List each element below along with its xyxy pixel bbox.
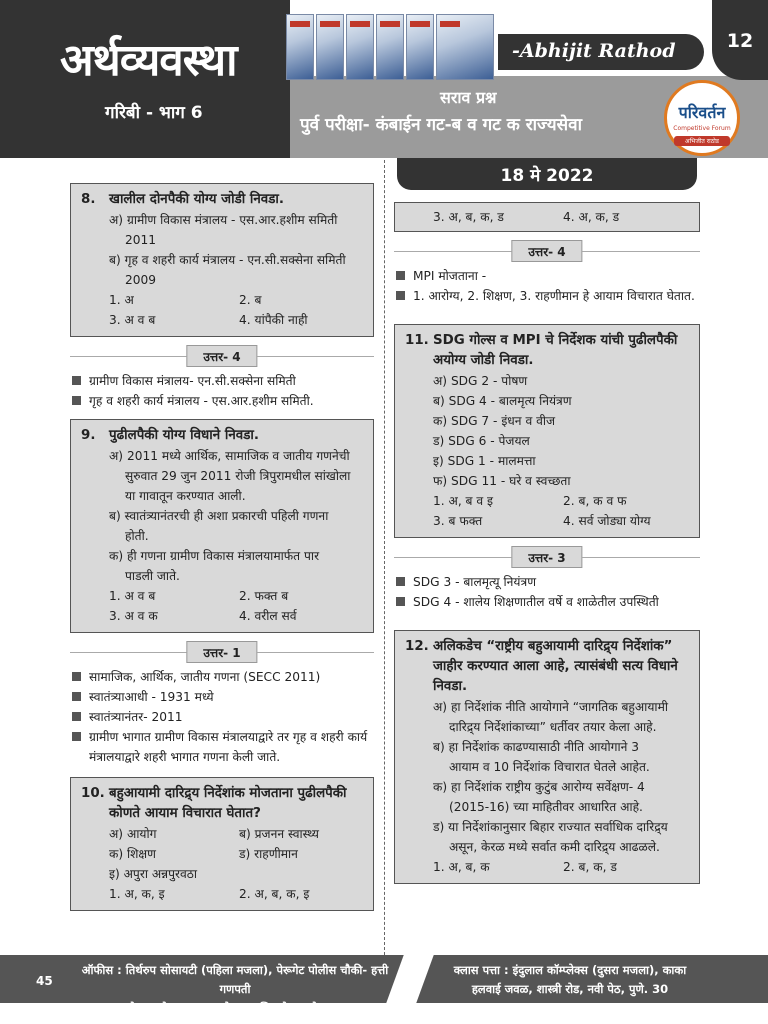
choice: 2. अ, ब, क, इ [239,887,310,901]
bullet-icon [396,597,405,606]
question-text: बहुआयामी दारिद्र्य निर्देशांक मोजताना पुढीलपैकी कोणते आयाम विचारात घेतात? [109,786,347,821]
note: ग्रामीण भागात ग्रामीण विकास मंत्रालयाद्वारे तर गृह व शहरी कार्य मंत्रालयाद्वारे शहरी भागात गणना केली जाते. [89,730,368,764]
note: 1. आरोग्य, 2. शिक्षण, 3. राहणीमान हे आयाम विचारात घेतात. [413,289,695,303]
page-header [0,0,768,158]
note: MPI मोजताना - [413,269,487,283]
footer-page-number: 45 [36,974,53,988]
note: SDG 3 - बालमृत्यू नियंत्रण [413,575,537,589]
bullet-icon [72,396,81,405]
choice: 2. ब [239,293,262,307]
option: क) SDG 7 - इंधन व वीज [433,414,556,428]
choice: 3. अ, ब, क, ड [433,210,504,224]
right-column [394,202,700,884]
note: स्वातंत्र्याआधी - 1931 मध्ये [89,690,214,704]
option: ब) SDG 4 - बालमृत्य नियंत्रण [433,394,572,408]
footer-separator [386,955,433,1003]
option: ड) राहणीमान [239,847,298,861]
option: इ) अपुरा अन्नपुरवठा [109,867,198,881]
bullet-icon [396,271,405,280]
option: अ) आयोग [109,827,157,841]
page-footer [0,955,768,1015]
choice: 1. अ व ब [109,589,156,603]
bullet-icon [72,376,81,385]
question-10-continued [394,202,700,232]
option: अ) ग्रामीण विकास मंत्रालय - एस.आर.हशीम समिती [109,213,338,227]
question-11: 11. SDG गोल्स व MPI चे निर्देशक यांची पुढीलपैकी अयोग्य जोडी निवडा. अ) SDG 2 - पोषण ब) SDG 4 - बालमृत्य नियंत्रण क) SDG 7 - इंधन व वीज ड) SDG 6 - पेजयल इ) SDG 1 - मालमत्ता फ) SDG 11 - घरे व स्वच्छता 1. अ, ब व इ 2. ब, क व फ 3. ब फक्त 4. सर्व जोड्या योग्य [394,324,700,538]
choice: 3. अ व ब [109,313,156,327]
option: अ) SDG 2 - पोषण [433,374,528,388]
option: इ) SDG 1 - मालमत्ता [433,454,536,468]
option: सुरुवात 29 जुन 2011 रोजी त्रिपुरामधील सांखोला [125,469,351,483]
option: फ) SDG 11 - घरे व स्वच्छता [433,474,571,488]
note: स्वातंत्र्यानंतर- 2011 [89,710,183,724]
note: सामाजिक, आर्थिक, जातीय गणना (SECC 2011) [89,670,321,684]
exam-title: पुर्व परीक्षा- कंबाईन गट-ब व गट क राज्यसेवा [300,115,582,135]
option: ब) स्वातंत्र्यानंतरची ही अशा प्रकारची पहिली गणना [109,509,329,523]
option: क) शिक्षण [109,847,156,861]
page-title: अर्थव्यवस्था [60,35,237,86]
chapter-number: 12 [712,0,768,80]
choice: 3. अ व क [109,609,158,623]
author-name: -Abhijit Rathod [498,34,704,70]
choice: 1. अ, ब, क [433,860,490,874]
page-subtitle: गरिबी - भाग 6 [105,103,203,123]
section-label: सराव प्रश्न [440,88,497,107]
option: पाडली जाते. [125,569,180,583]
choice: 4. यांपैकी नाही [239,313,308,327]
bullet-icon [396,291,405,300]
option: ब) गृह व शहरी कार्य मंत्रालय - एन.सी.सक्सेना समिती [109,253,346,267]
option: ड) या निर्देशांकानुसार बिहार राज्यात सर्वाधिक दारिद्र्य [433,820,668,834]
choice: 3. ब फक्त [433,514,483,528]
choice: 4. अ, क, ड [563,210,620,224]
choice: 1. अ, ब व इ [433,494,494,508]
column-divider [384,160,385,955]
parivartan-logo: परिवर्तन Competitive Forum अभिजीत राठोड [664,80,740,156]
option: दारिद्र्य निर्देशांकाच्या” धर्तीवर तयार केला आहे. [449,720,657,734]
class-address: क्लास पत्ता : इंदुलाल कॉम्प्लेक्स (दुसरा मजला), काका हलवाई जवळ, शास्त्री रोड, नवी पेठ, पुणे. 30 [453,963,687,996]
choice: 2. ब, क, ड [563,860,617,874]
question-text: अलिकडेच “राष्ट्रीय बहुआयामी दारिद्र्य निर्देशांक” जाहीर करण्यात आला आहे, त्यासंबंधी सत्य विधाने निवडा. [433,639,678,694]
answer-badge: उत्तर- 3 [511,546,582,568]
bullet-icon [72,732,81,741]
choice: 2. ब, क व फ [563,494,627,508]
question-text: खालील दोनपैकी योग्य जोडी निवडा. [109,192,284,207]
date-banner: 18 मे 2022 [397,158,697,190]
choice: 4. वरील सर्व [239,609,297,623]
question-text: पुढीलपैकी योग्य विधाने निवडा. [109,428,259,443]
option: ब) प्रजनन स्वास्थ्य [239,827,319,841]
answer-badge: उत्तर- 4 [186,345,257,367]
option: (2015-16) च्या माहितीवर आधारित आहे. [449,800,643,814]
question-12: 12. अलिकडेच “राष्ट्रीय बहुआयामी दारिद्र्य निर्देशांक” जाहीर करण्यात आला आहे, त्यासंबंधी सत्य विधाने निवडा. अ) हा निर्देशांक नीति आयोगाने “जागतिक बहुआयामी दारिद्र्य निर्देशांकाच्या” धर्तीवर तयार केला आहे. ब) हा निर्देशांक काढण्यासाठी नीति आयोगाने 3 आयाम व 10 निर्देशांक विचारात घेतले आहेत. क) हा निर्देशांक राष्ट्रीय कुटुंब आरोग्य सर्वेक्षण- 4 (2015-16) च्या माहितीवर आधारित आहे. ड) या निर्देशांकानुसार बिहार राज्यात सर्वाधिक दारिद्र्य असून, केरळ मध्ये सर्वात कमी दारिद्र्य आढळले. 1. अ, ब, क 2. ब, क, ड [394,630,700,884]
choice: 2. फक्त ब [239,589,289,603]
choice: 1. अ [109,293,134,307]
bullet-icon [72,712,81,721]
option: क) हा निर्देशांक राष्ट्रीय कुटुंब आरोग्य सर्वेक्षण- 4 [433,780,645,794]
option: अ) 2011 मध्ये आर्थिक, सामाजिक व जातीय गणनेची [109,449,350,463]
option: 2009 [125,273,157,287]
answer-badge: उत्तर- 4 [511,240,582,262]
question-8: 8. खालील दोनपैकी योग्य जोडी निवडा. अ) ग्रामीण विकास मंत्रालय - एस.आर.हशीम समिती 2011 ब) गृह व शहरी कार्य मंत्रालय - एन.सी.सक्सेना समिती 2009 1. अ 2. ब 3. अ व ब 4. यांपैकी नाही [70,183,374,337]
answer-badge: उत्तर- 1 [186,641,257,663]
option: अ) हा निर्देशांक नीति आयोगाने “जागतिक बहुआयामी [433,700,669,714]
bullet-icon [396,577,405,586]
option: होती. [125,529,149,543]
note: SDG 4 - शालेय शिक्षणातील वर्षे व शाळेतील उपस्थिती [413,595,659,609]
option: असून, केरळ मध्ये सर्वात कमी दारिद्र्य आढळले. [449,840,660,854]
option: 2011 [125,233,157,247]
bullet-icon [72,672,81,681]
option: क) ही गणना ग्रामीण विकास मंत्रालयामार्फत पार [109,549,320,563]
option: ब) हा निर्देशांक काढण्यासाठी नीति आयोगाने 3 [433,740,640,754]
question-text: SDG गोल्स व MPI चे निर्देशक यांची पुढीलपैकी अयोग्य जोडी निवडा. [433,333,678,368]
choice: 4. सर्व जोड्या योग्य [563,514,651,528]
left-column [70,183,374,911]
question-9: 9. पुढीलपैकी योग्य विधाने निवडा. अ) 2011 मध्ये आर्थिक, सामाजिक व जातीय गणनेची सुरुवात 29 जुन 2011 रोजी त्रिपुरामधील सांखोला या गावातून करण्यात आली. ब) स्वातंत्र्यानंतरची ही अशा प्रकारची पहिली गणना होती. क) ही गणना ग्रामीण विकास मंत्रालयामार्फत पार पाडली जाते. 1. अ व ब 2. फक्त ब 3. अ व क 4. वरील सर्व [70,419,374,633]
book-covers-image [286,14,494,80]
note: ग्रामीण विकास मंत्रालय- एन.सी.सक्सेना समिती [89,374,296,388]
option: या गावातून करण्यात आली. [125,489,246,503]
office-address: ऑफीस : तिर्थरुप सोसायटी (पहिला मजला), पेरूगेट पोलीस चौकी- हत्ती गणपती रोड, भावे हायस्कूल समोर, सदाशिव पेठ, पुणे. 30 [81,963,389,1015]
note: गृह व शहरी कार्य मंत्रालय - एस.आर.हशीम समिती. [89,394,314,408]
bullet-icon [72,692,81,701]
option: आयाम व 10 निर्देशांक विचारात घेतले आहेत. [449,760,650,774]
question-10: 10. बहुआयामी दारिद्र्य निर्देशांक मोजताना पुढीलपैकी कोणते आयाम विचारात घेतात? अ) आयोग ब) प्रजनन स्वास्थ्य क) शिक्षण ड) राहणीमान इ) अपुरा अन्नपुरवठा 1. अ, क, इ 2. अ, ब, क, इ [70,777,374,911]
choice: 1. अ, क, इ [109,887,165,901]
option: ड) SDG 6 - पेजयल [433,434,530,448]
